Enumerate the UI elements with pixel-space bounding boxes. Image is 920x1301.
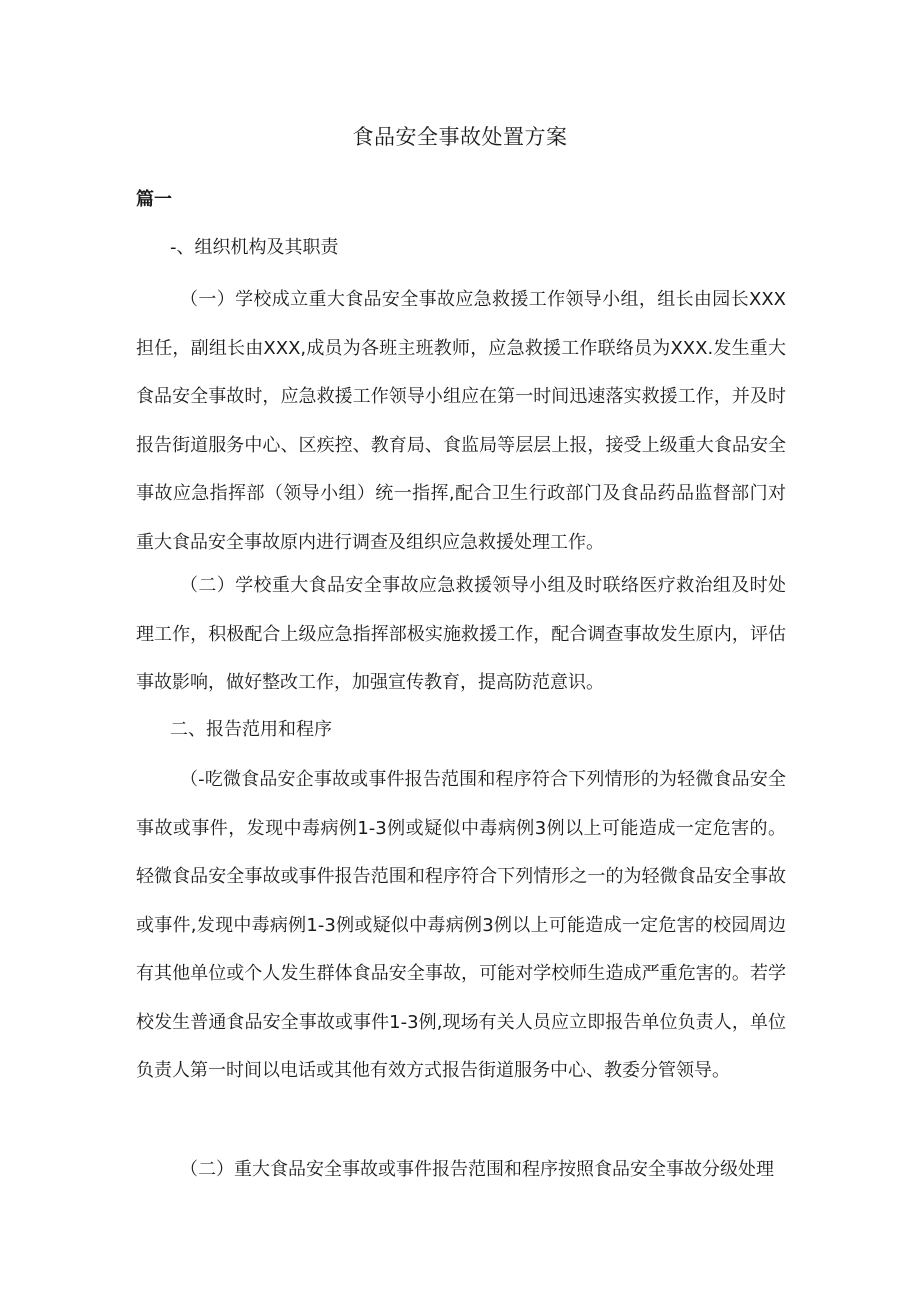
subheading-organization: -、组织机构及其职责	[170, 237, 339, 258]
subheading-reporting: 二、报告范用和程序	[170, 719, 332, 740]
section-heading: 篇一	[136, 189, 172, 210]
paragraph-reporting-2: （二）重大食品安全事故或事件报告范围和程序按照食品安全事故分级处理	[180, 1159, 774, 1180]
paragraph-organization-2: （二）学校重大食品安全事故应急救援领导小组及时联络医疗救治组及时处理工作，积极配合上级应急指挥部极实施救援工作，配合调查事故发生原内，评估事故影响，做好整改工作，加强宣传教育，提高防范意识。	[136, 575, 786, 693]
paragraph-organization-1: （一）学校成立重大食品安全事故应急救援工作领导小组，组长由园长XXX担任，副组长由XXX,成员为各班主班教师，应急救援工作联络员为XXX.发生重大食品安全事故时，应急救援工作领导小组应在第一时间迅速落实救援工作，并及时报告街道服务中心、区疾控、教育局、食监局等层层上报，接受上级重大食品安全事故应急指挥部（领导小组）统一指挥,配合卫生行政部门及食品药品监督部门对重大食品安全事故原内进行调查及组织应急救援处理工作。	[136, 289, 786, 553]
paragraph-reporting-1: （-吃微食品安企事故或事件报告范围和程序符合下列情形的为轻微食品安全事故或事件，发现中毒病例1-3例或疑似中毒病例3例以上可能造成一定危害的。轻微食品安全事故或事件报告范围和程序符合下列情形之一的为轻微食品安全事故或事件,发现中毒病例1-3例或疑似中毒病例3例以上可能造成一定危害的校园周边有其他单位或个人发生群体食品安全事故，可能对学校师生造成严重危害的。若学校发生普通食品安全事故或事件1-3例,现场有关人员应立即报告单位负责人，单位负责人第一时间以电话或其他有效方式报告街道服务中心、教委分管领导。	[136, 769, 786, 1081]
document-title: 食品安全事故处置方案	[352, 125, 568, 149]
